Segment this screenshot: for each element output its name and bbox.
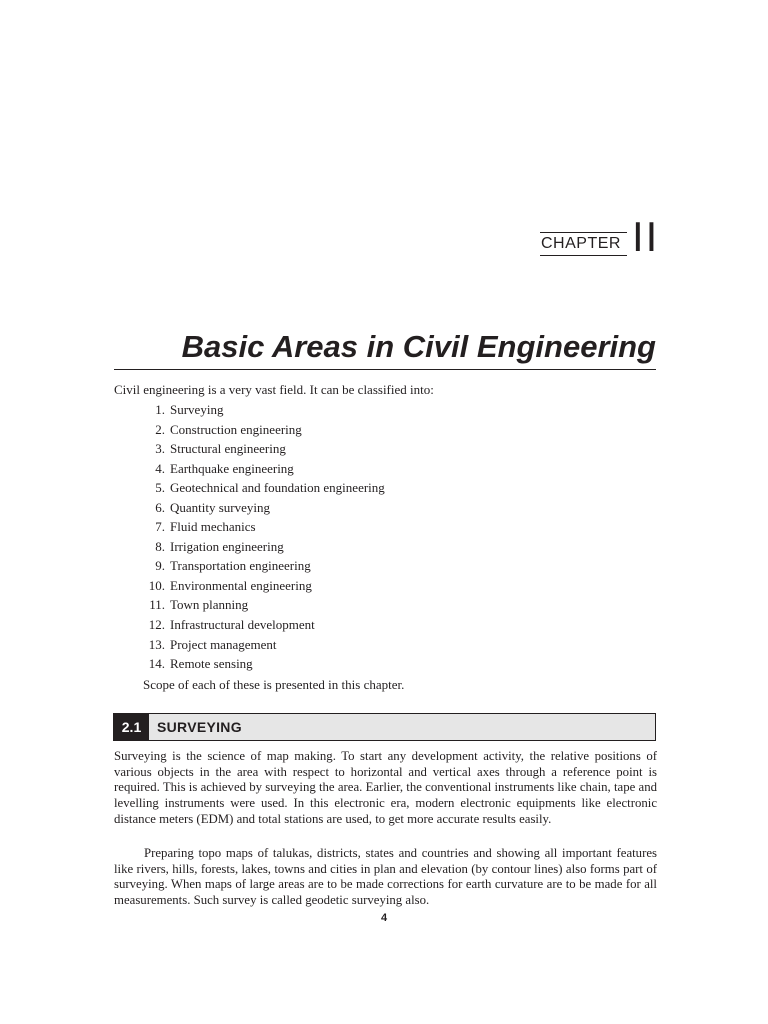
- section-title: SURVEYING: [157, 719, 242, 735]
- list-item-label: Transportation engineering: [170, 558, 311, 574]
- list-item-label: Project management: [170, 636, 277, 652]
- list-item: [114, 595, 385, 615]
- list-item-label: Earthquake engineering: [170, 460, 294, 476]
- list-item: [114, 635, 385, 655]
- list-item-label: Quantity surveying: [170, 499, 271, 515]
- list-item-label: Geotechnical and foundation engineering: [170, 480, 385, 496]
- list-item-label: Town planning: [170, 597, 249, 613]
- list-item: [114, 517, 385, 537]
- topic-list: [114, 400, 385, 674]
- list-item-number: 9.: [155, 558, 165, 574]
- list-item-number: 10.: [148, 577, 165, 593]
- list-item-number: 1.: [155, 402, 165, 417]
- chapter-title: Basic Areas in Civil Engineering: [114, 326, 656, 370]
- body-paragraph: Surveying is the science of map making. To start any development activity, the relative positions of various objects in the area with respect to horizontal and vertical axes through a reference point is required. This is achieved by surveying the area. Earlier, the conventional instruments like chain, tape and levelling instruments were used. In this electronic era, modern electronic equipments like electronic distance meters (EDM) and total stations are used, to get more accurate results easily.: [114, 749, 657, 826]
- chapter-number: II: [632, 213, 660, 260]
- list-item: [114, 400, 385, 420]
- list-item-number: 5.: [155, 480, 165, 496]
- list-item: [114, 439, 385, 459]
- scope-text: Scope of each of these is presented in this chapter.: [143, 677, 405, 692]
- body-paragraph: Preparing topo maps of talukas, districts, states and countries and showing all important features like rivers, hills, forests, lakes, towns and cities in plan and elevation (by contour lines) also forms part of surveying. When maps of large areas are to be made corrections for earth curvature are to be made for all measurements. Such survey is called geodetic surveying also.: [114, 846, 657, 908]
- list-item-number: 6.: [155, 499, 165, 515]
- list-item-label: Structural engineering: [170, 441, 286, 457]
- list-item-label: Surveying: [170, 402, 224, 417]
- list-item-label: Construction engineering: [170, 421, 302, 437]
- list-item: [114, 556, 385, 576]
- page-number: 4: [380, 912, 388, 924]
- intro-text: Civil engineering is a very vast field. It can be classified into:: [114, 382, 434, 397]
- list-item-label: Fluid mechanics: [170, 519, 256, 535]
- list-item-label: Infrastructural development: [170, 617, 315, 633]
- list-item-number: 11.: [149, 597, 165, 613]
- list-item: [114, 498, 385, 518]
- list-item: [114, 537, 385, 557]
- chapter-label: CHAPTER: [540, 232, 627, 256]
- list-item: [114, 576, 385, 596]
- list-item-number: 13.: [148, 636, 165, 652]
- list-item-number: 12.: [148, 617, 165, 633]
- list-item: [114, 478, 385, 498]
- list-item-label: Irrigation engineering: [170, 538, 284, 554]
- list-item-number: 8.: [155, 538, 165, 554]
- list-item-number: 2.: [155, 421, 165, 437]
- list-item-number: 7.: [155, 519, 165, 535]
- list-item: [114, 654, 385, 674]
- section-heading: [113, 713, 656, 741]
- list-item-label: Remote sensing: [170, 656, 253, 672]
- list-item-number: 3.: [155, 441, 165, 457]
- list-item-label: Environmental engineering: [170, 577, 312, 593]
- list-item-number: 4.: [155, 460, 165, 476]
- list-item-number: 14.: [148, 656, 165, 672]
- list-item: [114, 615, 385, 635]
- section-number: 2.1: [114, 714, 149, 740]
- list-item: [114, 420, 385, 440]
- list-item: [114, 459, 385, 479]
